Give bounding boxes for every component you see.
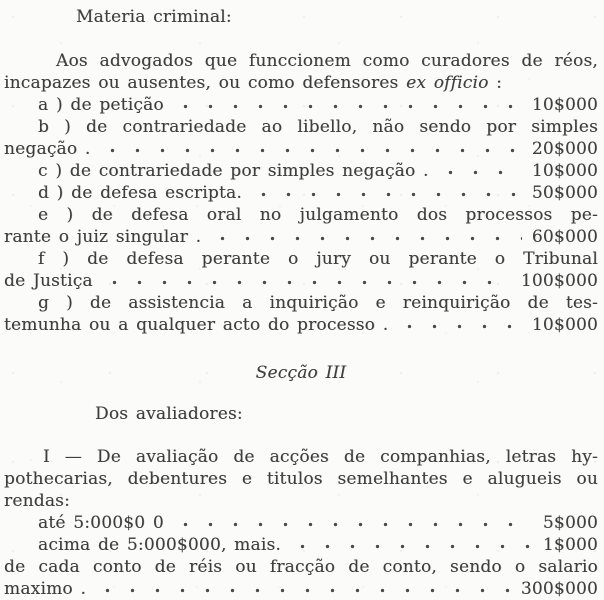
fee-line (4, 270, 598, 292)
text-line (4, 50, 598, 72)
text-line (4, 292, 598, 314)
fee-amount: 20$000 (531, 139, 598, 159)
dot-leader (290, 537, 533, 550)
fee-amount: 300$000 (520, 579, 598, 599)
text-line (4, 468, 598, 490)
fee-label: c ) de contrariedade por simples negação . (38, 161, 429, 181)
dot-leader (95, 581, 511, 594)
text-line (4, 556, 598, 578)
fee-label: acima de 5:000$000, mais. (38, 535, 281, 555)
fee-label: maximo . (4, 579, 87, 599)
fee-label: a ) de petição (38, 95, 164, 115)
line-text: de cada conto de réis ou fracção de conto, sendo o salario (4, 557, 598, 577)
line-text: : (488, 73, 503, 93)
text-line (4, 490, 598, 512)
line-text: rendas: (4, 491, 71, 511)
dot-leader (397, 317, 522, 330)
fee-label: negação . (4, 139, 91, 159)
fee-amount: 10$000 (531, 95, 598, 115)
fee-label: até 5:000$0 0 (38, 513, 164, 533)
line-text: Secção III (255, 363, 347, 383)
dot-leader (438, 163, 522, 176)
dot-leader (210, 229, 522, 242)
fee-label: de Justiça (4, 271, 93, 291)
fee-line (4, 160, 598, 182)
fee-amount: 100$000 (520, 271, 598, 291)
line-text-italic: ex officio (406, 73, 489, 93)
line-text: I — De avaliação de acções de companhias, letras hy- (43, 447, 598, 467)
line-text: pothecarias, debentures e titulos semelhantes e alugueis ou (4, 469, 598, 489)
line-text: b ) de contrariedade ao libello, não sendo por simples (38, 117, 598, 137)
dot-leader (173, 515, 533, 528)
text-line (4, 116, 598, 138)
line-text: e ) de defesa oral no julgamento dos processos pe- (38, 205, 598, 225)
fee-line (4, 182, 598, 204)
dot-leader (251, 185, 522, 198)
fee-amount: 10$000 (531, 161, 598, 181)
fee-line (4, 226, 598, 248)
fee-amount: 60$000 (531, 227, 598, 247)
fee-line (4, 578, 598, 600)
fee-amount: 1$000 (542, 535, 598, 555)
line-text: g ) de assistencia a inquirição e reinquirição de tes- (38, 293, 598, 313)
fee-label: d ) de defesa escripta. (38, 183, 242, 203)
fee-label: temunha ou a qualquer acto do processo . (4, 315, 389, 335)
fee-line (4, 138, 598, 160)
text-line (4, 248, 598, 270)
text-line (4, 204, 598, 226)
document-text (4, 6, 598, 600)
text-line (4, 6, 598, 28)
fee-line (4, 94, 598, 116)
fee-line (4, 534, 598, 556)
line-text: Aos advogados que funccionem como curadores de réos, (56, 51, 598, 71)
fee-line (4, 314, 598, 336)
fee-amount: 50$000 (531, 183, 598, 203)
line-text: incapazes ou ausentes, ou como defensores (4, 73, 407, 93)
line-text: Dos avaliadores: (95, 404, 243, 424)
text-line (4, 72, 598, 94)
text-line (4, 403, 598, 425)
fee-label: rante o juiz singular . (4, 227, 202, 247)
fee-line (4, 512, 598, 534)
dot-leader (102, 273, 511, 286)
dot-leader (100, 141, 522, 154)
text-line (4, 446, 598, 468)
line-text: Materia criminal: (76, 7, 232, 27)
line-text: f ) de defesa perante o jury ou perante o Tribunal (38, 249, 598, 269)
fee-amount: 10$000 (531, 315, 598, 335)
text-line (4, 362, 598, 384)
fee-amount: 5$000 (542, 513, 598, 533)
dot-leader (173, 97, 522, 110)
